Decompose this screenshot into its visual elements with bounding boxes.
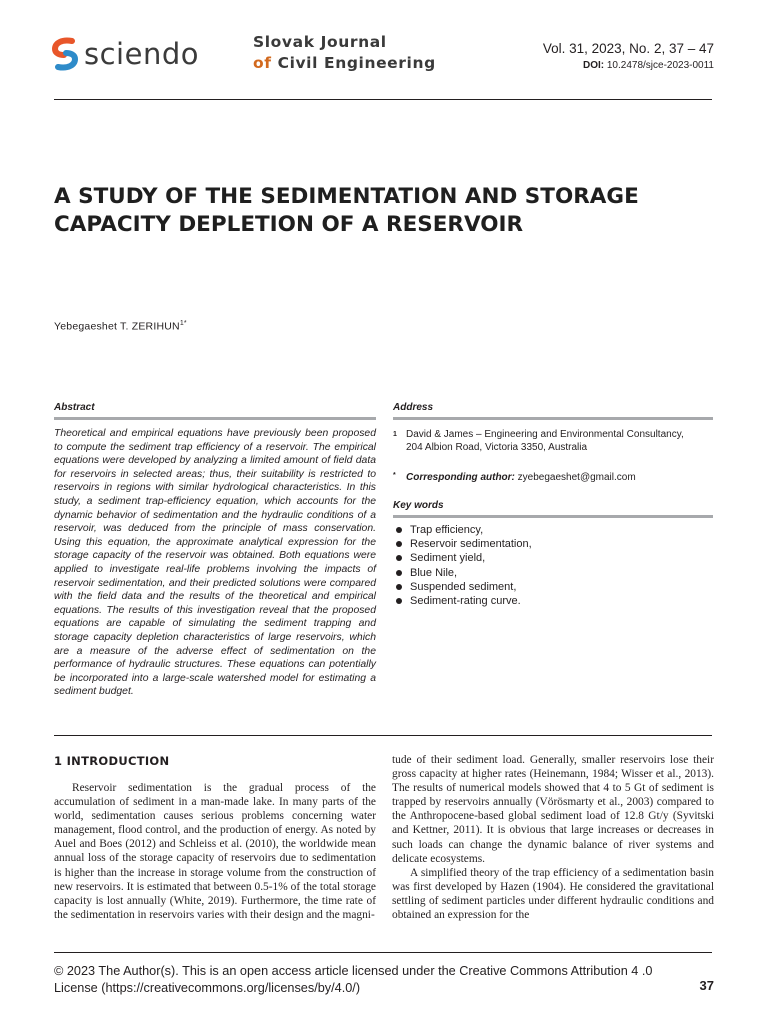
keyword-item: Sediment-rating curve. bbox=[393, 594, 532, 608]
abstract-text: Theoretical and empirical equations have previously been proposed to compute the sediment trap efficiency of a reservoir. The empirical equations were developed by analyzing a limited amount of field data for reservoirs in selected areas; thus, their suitability is restricted to reservoirs in regions with similar hydrological characteristics. In this study, a sediment trap-efficiency equation, which accounts for the dynamic behavior of sedimentation and the hydraulic conditions of a reservoir, was deduced from the principle of mass conservation. Using this equation, the approximate analytical expression for the storage capacity of the reservoir was obtained. Both equations were applied to investigate real-life problems involving the impacts of reservoir sedimentation, and their predicted solutions were compared with the field data and the results of the theoretical and empirical equations. The results of this investigation reveal that the proposed equations are capable of simulating the sediment trapping and storage capacity depletion characteristics of large reservoirs, which are a measure of the adverse effect of sedimentation on the performance of hydraulic structures. These equations can potentially be incorporated into a large-scale watershed model for estimating a sediment budget. bbox=[54, 428, 376, 698]
journal-name bbox=[253, 32, 436, 74]
abstract-heading: Abstract bbox=[54, 402, 95, 413]
journal-line-2: of Civil Engineering bbox=[253, 54, 436, 72]
body-column-right bbox=[392, 753, 714, 922]
paragraph: A simplified theory of the trap efficiency of a sedimentation basin was first developed by Hazen (1904). He considered the gravitational settling of sediment particles under different hydraulic conditions and obtained an expression for the bbox=[392, 866, 714, 922]
address-heading: Address bbox=[393, 402, 434, 413]
keywords-heading: Key words bbox=[393, 500, 444, 511]
author: Yebegaeshet T. $ZERIHUN^{1*}$ bbox=[54, 320, 187, 333]
keyword-item: Trap efficiency, bbox=[393, 523, 532, 537]
paragraph: tude of their sediment load. Generally, smaller reservoirs lose their gross capacity at higher rates (Heinemann, 1984; Wisser et al., 2013). The results of numerical models showed that 4 to 5 Gt of sediment is trapped by reservoirs annually (Vörösmarty et al., 2003) compared to the Anthropocene-based global sediment load of 12.8 Gt/y (Syvitski and Kettner, 2011). It is obvious that large increases or decreases in such loads can change the dynamic balance of river systems and delicate ecosystems. bbox=[392, 754, 714, 865]
corresponding-email[interactable]: zyebegaeshet@gmail.com bbox=[517, 472, 636, 483]
publisher-logo bbox=[52, 36, 199, 72]
body-column-left bbox=[54, 781, 376, 922]
volume-info: Vol. 31, 2023, No. 2, 37 – 47 bbox=[542, 41, 714, 56]
journal-line-1: Slovak Journal bbox=[253, 33, 387, 51]
license-text: © 2023 The Author(s). This is an open access article licensed under the Creative Commons Attribution 4 .0 License (https://creativecommons.org/licenses/by/4.0/) bbox=[54, 964, 653, 995]
affiliation: 1 David & James – Engineering and Environmental Consultancy, 204 Albion Road, Victoria 3350, Australia bbox=[393, 429, 684, 453]
keyword-item: Reservoir sedimentation, bbox=[393, 537, 532, 551]
introduction-heading: 1 INTRODUCTION bbox=[54, 754, 170, 768]
corresponding-author: * Corresponding author: zyebegaeshet@gmail.com bbox=[393, 472, 636, 483]
journal-of: of bbox=[253, 54, 272, 72]
publisher-name: sciendo bbox=[84, 37, 199, 71]
doi-value[interactable]: 10.2478/sjce-2023-0011 bbox=[606, 60, 714, 71]
keywords-list bbox=[393, 523, 532, 608]
keyword-item: Suspended sediment, bbox=[393, 580, 532, 594]
page-number: 37 bbox=[699, 978, 714, 993]
sciendo-logo-icon bbox=[52, 37, 78, 71]
doi: DOI: 10.2478/sjce-2023-0011 bbox=[582, 60, 714, 71]
keywords-rule bbox=[393, 515, 713, 518]
address-rule bbox=[393, 417, 713, 420]
keyword-item: Blue Nile, bbox=[393, 566, 532, 580]
footer-divider bbox=[54, 952, 712, 953]
header-divider bbox=[54, 99, 712, 100]
section-divider bbox=[54, 735, 712, 736]
paragraph: Reservoir sedimentation is the gradual process of the accumulation of sediment in a man-made lake. In many parts of the world, sedimentation causes serious problems concerning water management, flood control, and the production of energy. As noted by Auel and Boes (2012) and Schleiss et al. (2010), the worldwide mean annual loss of the storage capacity of reservoirs due to sedimentation is higher than the increase in storage volume from the construction of new reservoirs. It is estimated that between 0.5-1% of the total storage capacity is lost annually (White, 2019). Furthermore, the time rate of the sedimentation in reservoirs varies with their design and the magni- bbox=[54, 782, 376, 921]
article-title: A STUDY OF THE SEDIMENTATION AND STORAGE CAPACITY DEPLETION OF A RESERVOIR bbox=[54, 184, 639, 237]
keyword-item: Sediment yield, bbox=[393, 551, 532, 565]
abstract-rule bbox=[54, 417, 376, 420]
